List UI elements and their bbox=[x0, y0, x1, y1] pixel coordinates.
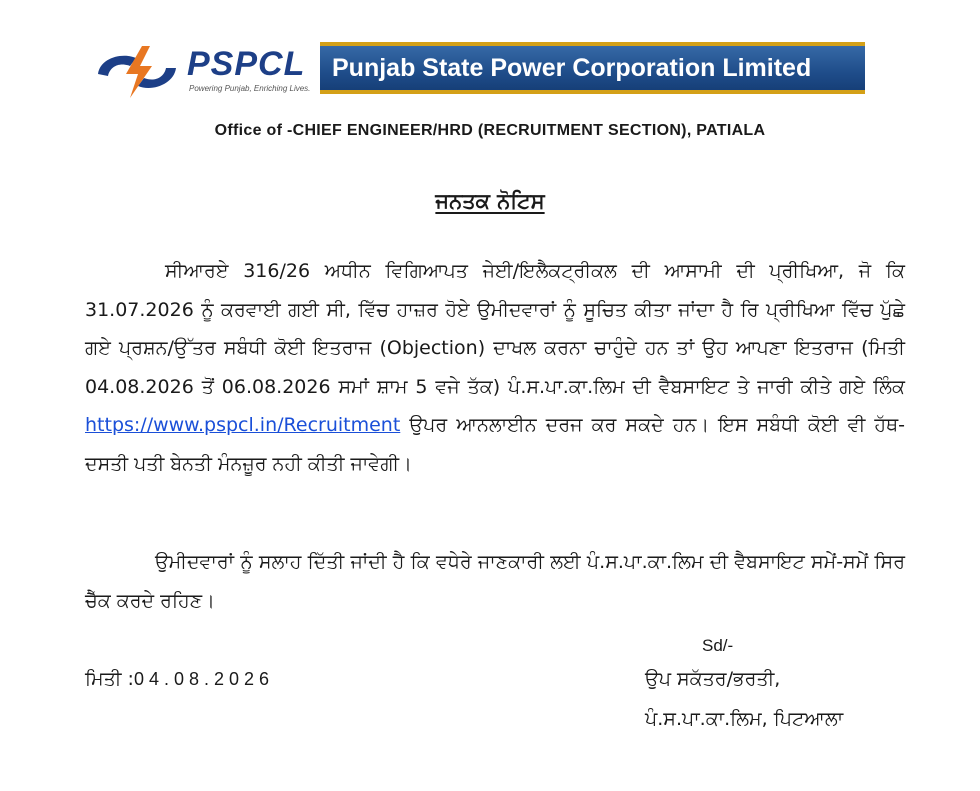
signatory-designation: ਉਪ ਸਕੱਤਰ/ਭਰਤੀ, bbox=[645, 668, 781, 690]
paragraph-1-text-end: ਉਪਰ ਆਨਲਾਈਨ ਦਰਜ ਕਰ ਸਕਦੇ ਹਨ। ਇਸ ਸਬੰਧੀ ਕੋਈ ਵੀ ਹੱਥ-ਦਸਤੀ ਪਤੀ ਬੇਨਤੀ ਮੰਨਜ਼ੂਰ ਨਹੀ ਕੀਤੀ ਜਾਵੇਗੀ। bbox=[85, 414, 905, 475]
notice-paragraph-2: ਉਮੀਦਵਾਰਾਂ ਨੂੰ ਸਲਾਹ ਦਿੱਤੀ ਜਾਂਦੀ ਹੈ ਕਿ ਵਧੇਰੇ ਜਾਣਕਾਰੀ ਲਈ ਪੰ.ਸ.ਪਾ.ਕਾ.ਲਿਮ ਦੀ ਵੈਬਸਾਇਟ ਸਮੇਂ-ਸਮੇਂ ਸਿਰ ਚੈੱਕ ਕਰਦੇ ਰਹਿਣ। bbox=[85, 551, 905, 612]
date-value: 04.08.2026 bbox=[133, 669, 275, 689]
logo-text: PSPCL bbox=[187, 45, 306, 83]
signature-sd: Sd/- bbox=[702, 636, 734, 655]
date-label: ਮਿਤੀ : bbox=[85, 668, 134, 690]
date-line bbox=[85, 668, 274, 690]
organization-banner: Punjab State Power Corporation Limited bbox=[320, 42, 865, 94]
paragraph-1-text: ਸੀਆਰਏ 316/26 ਅਧੀਨ ਵਿਗਿਆਪਤ ਜੇਈ/ਇਲੈਕਟ੍ਰੀਕਲ ਦੀ ਆਸਾਮੀ ਦੀ ਪ੍ਰੀਖਿਆ, ਜੋ ਕਿ 31.07.2026 ਨੂੰ ਕਰਵਾਈ ਗਈ ਸੀ, ਵਿੱਚ ਹਾਜ਼ਰ ਹੋਏ ਉਮੀਦਵਾਰਾਂ ਨੂੰ ਸੂਚਿਤ ਕੀਤਾ ਜਾਂਦਾ ਹੈ ਰਿ ਪ੍ਰੀਖਿਆ ਵਿੱਚ ਪੁੱਛੇ ਗਏ ਪ੍ਰਸ਼ਨ/ਉੱਤਰ ਸਬੰਧੀ ਕੋਈ ਇਤਰਾਜ (Objection) ਦਾਖਲ ਕਰਨਾ ਚਾਹੁੰਦੇ ਹਨ ਤਾਂ ਉਹ ਆਪਣਾ ਇਤਰਾਜ (ਮਿਤੀ 04.08.2026 ਤੋਂ 06.08.2026 ਸਮਾਂ ਸ਼ਾਮ 5 ਵਜੇ ਤੱਕ) ਪੰ.ਸ.ਪਾ.ਕਾ.ਲਿਮ ਦੀ ਵੈਬਸਾਇਟ ਤੇ ਜਾਰੀ ਕੀਤੇ ਗਏ ਲਿੰਕ bbox=[85, 260, 905, 398]
office-heading: Office of -CHIEF ENGINEER/HRD (RECRUITMENT SECTION), PATIALA bbox=[214, 122, 766, 139]
pspcl-logo-icon bbox=[92, 44, 182, 100]
signatory-office: ਪੰ.ਸ.ਪਾ.ਕਾ.ਲਿਮ, ਪਿਟਆਲਾ bbox=[645, 708, 844, 730]
logo-tagline: Powering Punjab, Enriching Lives. bbox=[189, 84, 311, 93]
notice-paragraph-1 bbox=[85, 252, 905, 483]
recruitment-link[interactable]: https://www.pspcl.in/Recruitment bbox=[85, 414, 401, 436]
notice-title: ਜਨਤਕ ਨੋਟਿਸ bbox=[435, 189, 545, 213]
letterhead bbox=[92, 40, 868, 102]
